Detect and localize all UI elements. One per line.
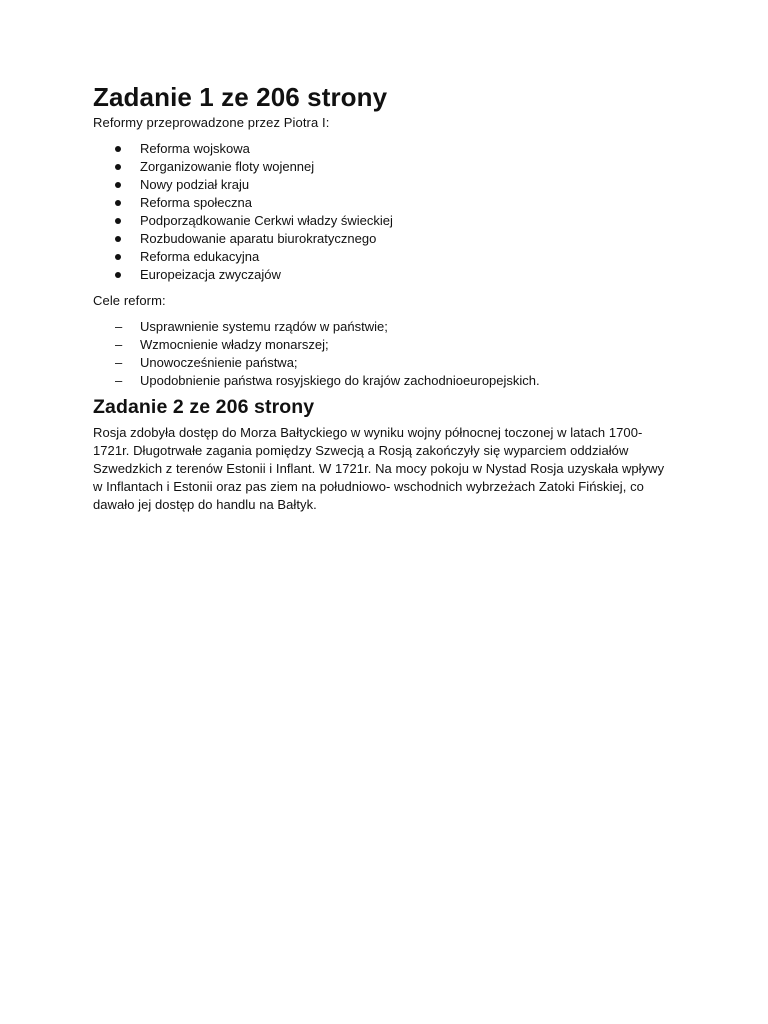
dash-icon: – xyxy=(115,337,123,352)
reform-item-text: Reforma wojskowa xyxy=(140,141,250,156)
bullet-icon xyxy=(115,182,121,188)
reform-item xyxy=(93,230,677,248)
reform-item xyxy=(93,158,677,176)
goal-item-text: Upodobnienie państwa rosyjskiego do krajów zachodnioeuropejskich. xyxy=(140,373,540,388)
reform-item-text: Zorganizowanie floty wojennej xyxy=(140,159,315,174)
reform-item xyxy=(93,212,677,230)
goals-list xyxy=(93,318,677,390)
dash-icon: – xyxy=(115,355,123,370)
reform-item-text: Reforma społeczna xyxy=(140,195,252,210)
bullet-icon xyxy=(115,200,121,206)
reform-item xyxy=(93,140,677,158)
dash-icon: – xyxy=(115,373,123,388)
task-2-title: Zadanie 2 ze 206 strony xyxy=(93,396,315,418)
reforms-list xyxy=(93,140,677,284)
reform-item-text: Reforma edukacyjna xyxy=(140,249,260,264)
bullet-icon xyxy=(115,164,121,170)
goal-item xyxy=(93,354,677,372)
bullet-icon xyxy=(115,218,121,224)
document-content xyxy=(93,82,677,514)
dash-icon: – xyxy=(115,319,123,334)
reform-item xyxy=(93,248,677,266)
bullet-icon xyxy=(115,146,121,152)
reform-item xyxy=(93,194,677,212)
reform-item xyxy=(93,176,677,194)
goal-item-text: Unowocześnienie państwa; xyxy=(140,355,298,370)
reform-item-text: Nowy podział kraju xyxy=(140,177,250,192)
reforms-intro: Reformy przeprowadzone przez Piotra I: xyxy=(93,115,330,130)
goal-item-text: Wzmocnienie władzy monarszej; xyxy=(140,337,329,352)
goal-item xyxy=(93,336,677,354)
reform-item-text: Podporządkowanie Cerkwi władzy świeckiej xyxy=(140,213,393,228)
goal-item xyxy=(93,372,677,390)
goal-item xyxy=(93,318,677,336)
reform-item-text: Rozbudowanie aparatu biurokratycznego xyxy=(140,231,377,246)
task-1-title: Zadanie 1 ze 206 strony xyxy=(93,82,388,112)
bullet-icon xyxy=(115,254,121,260)
reform-item-text: Europeizacja zwyczajów xyxy=(140,267,281,282)
task-2-paragraph: Rosja zdobyła dostęp do Morza Bałtyckiego w wyniku wojny północnej toczonej w latach 1700-1721r. Długotrwałe zagania pomiędzy Szwecją a Rosją zakończyły się wyparciem oddziałów Szwedzkich z terenów Estonii i Inflant. W 1721r. Na mocy pokoju w Nystad Rosja uzyskała wpływy w Inflantach i Estonii oraz pas ziem na południowo- wschodnich wybrzeżach Zatoki Fińskiej, co dawało jej dostęp do handlu na Bałtyk. xyxy=(93,425,665,512)
bullet-icon xyxy=(115,236,121,242)
reform-item xyxy=(93,266,677,284)
goal-item-text: Usprawnienie systemu rządów w państwie; xyxy=(140,319,388,334)
goals-intro: Cele reform: xyxy=(93,293,166,308)
bullet-icon xyxy=(115,272,121,278)
